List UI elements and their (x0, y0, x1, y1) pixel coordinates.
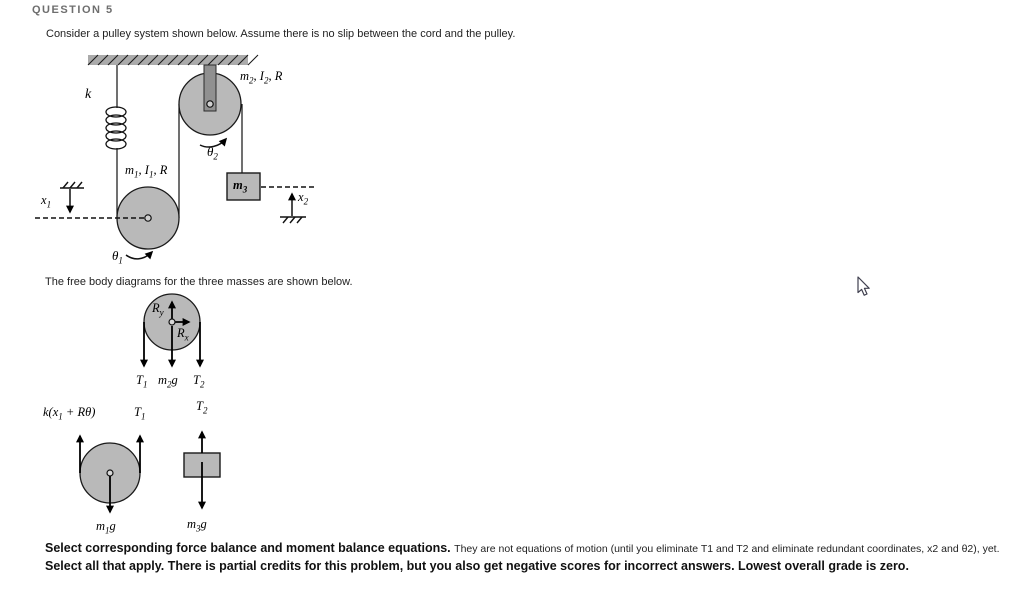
pulley-1-hub (145, 215, 151, 221)
instructions-normal: They are not equations of motion (until you eliminate T1 and T2 and eliminate redundant coordinates, x2 and θ2), yet. (454, 543, 1000, 555)
x1-label: $x_1$ (41, 193, 52, 210)
theta1-rotation-arrow (126, 252, 152, 259)
x2-label: $x_2$ (298, 190, 309, 207)
pulley-2-hub (207, 101, 213, 107)
fbd-caption: The free body diagrams for the three masses are shown below. (45, 276, 353, 288)
x1-anchor (60, 182, 84, 188)
T1-label: $T_1$ (136, 373, 148, 390)
pulley-system-svg (30, 48, 350, 273)
spring-force-label: $k(x_1 + R\theta)$ (43, 405, 96, 422)
instructions-bold-1: Select corresponding force balance and moment balance equations. (45, 541, 451, 555)
T2-label: $T_2$ (193, 373, 205, 390)
question-header: QUESTION 5 (32, 4, 114, 16)
instructions (45, 540, 1003, 574)
pulley2-label: $m_2$, $I_2$, R (240, 69, 283, 86)
Ry-label: $R_y$ (152, 301, 164, 318)
spring-k-label: k (85, 87, 92, 102)
intro-text: Consider a pulley system shown below. Assume there is no slip between the cord and the pulley. (46, 28, 516, 40)
spring (106, 107, 126, 149)
theta2-label: $\theta_2$ (207, 144, 218, 162)
T1b-label: $T_1$ (134, 405, 146, 422)
m1g-label: $m_1g$ (96, 519, 116, 536)
mass3-label: $m_3$ (233, 178, 248, 195)
theta1-label: $\theta_1$ (112, 248, 123, 266)
fbd-pulley2-hub (169, 319, 175, 325)
m2g-label: $m_2g$ (158, 373, 178, 390)
free-body-diagrams (30, 290, 310, 540)
m3g-label: $m_3g$ (187, 517, 207, 534)
T2b-label: $T_2$ (196, 399, 208, 416)
Rx-label: $R_x$ (177, 326, 189, 343)
fbd-pulley1-hub (107, 470, 113, 476)
pulley-system-diagram (30, 48, 350, 273)
pulley1-label: $m_1$, $I_1$, R (125, 163, 168, 180)
mouse-cursor (856, 276, 872, 298)
instructions-bold-2: Select all that apply. There is partial credits for this problem, but you also get negative scores for incorrect answers. Lowest overall grade is zero. (45, 558, 909, 573)
x2-anchor (280, 217, 306, 223)
ceiling (88, 55, 258, 65)
